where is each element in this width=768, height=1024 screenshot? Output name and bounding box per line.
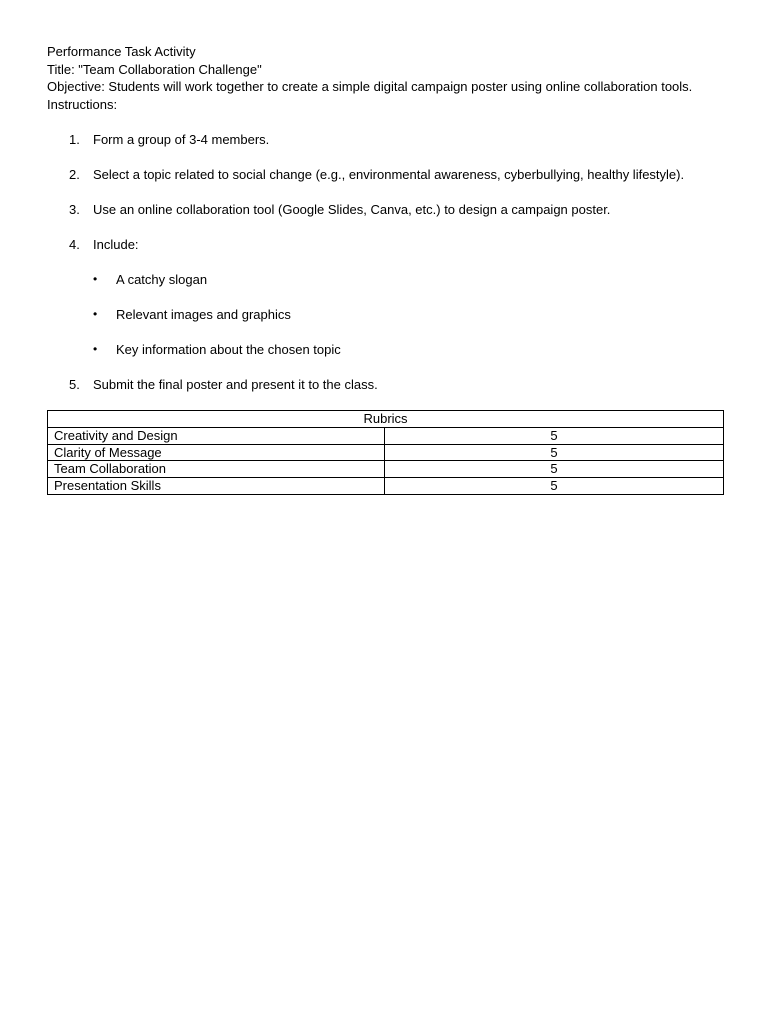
- table-row: [48, 461, 724, 478]
- table-row: [48, 444, 724, 461]
- criterion-cell: Presentation Skills: [48, 478, 385, 495]
- step-text: Include:: [93, 237, 139, 252]
- table-row: [48, 427, 724, 444]
- step-number: 4.: [69, 237, 80, 252]
- list-item: [47, 236, 723, 359]
- bullet-icon: •: [93, 342, 98, 356]
- activity-objective: Objective: Students will work together to create a simple digital campaign poster using online collaboration tools.: [47, 79, 693, 94]
- points-cell: 5: [385, 427, 724, 444]
- list-item: [93, 271, 723, 289]
- criterion-cell: Creativity and Design: [48, 427, 385, 444]
- document-page: [47, 43, 723, 495]
- step-text: Select a topic related to social change (e.g., environmental awareness, cyberbullying, healthy lifestyle).: [93, 167, 685, 182]
- instructions-label: Instructions:: [47, 96, 118, 112]
- table-header-row: [48, 411, 724, 428]
- include-item-text: Relevant images and graphics: [116, 307, 291, 322]
- step-number: 5.: [69, 377, 80, 392]
- include-item-text: A catchy slogan: [116, 272, 208, 287]
- rubrics-table: [47, 410, 724, 495]
- include-sublist: [93, 271, 723, 359]
- bullet-icon: •: [93, 272, 98, 286]
- list-item: [47, 376, 723, 394]
- step-text: Submit the final poster and present it to the class.: [93, 377, 378, 392]
- criterion-cell: Team Collaboration: [48, 461, 385, 478]
- bullet-icon: •: [93, 307, 98, 321]
- step-number: 1.: [69, 132, 80, 147]
- step-text: Use an online collaboration tool (Google Slides, Canva, etc.) to design a campaign poster.: [93, 202, 611, 217]
- list-item: [47, 131, 723, 149]
- points-cell: 5: [385, 444, 724, 461]
- instructions-list: [47, 131, 723, 394]
- points-cell: 5: [385, 461, 724, 478]
- step-text: Form a group of 3-4 members.: [93, 132, 270, 147]
- list-item: [93, 341, 723, 359]
- criterion-cell: Clarity of Message: [48, 444, 385, 461]
- include-item-text: Key information about the chosen topic: [116, 342, 341, 357]
- document-heading: Performance Task Activity: [47, 44, 196, 59]
- table-row: [48, 478, 724, 495]
- list-item: [93, 306, 723, 324]
- rubrics-header: Rubrics: [48, 411, 724, 428]
- step-number: 2.: [69, 167, 80, 182]
- step-number: 3.: [69, 202, 80, 217]
- activity-title: Title: "Team Collaboration Challenge": [47, 61, 262, 77]
- list-item: [47, 166, 723, 184]
- points-cell: 5: [385, 478, 724, 495]
- list-item: [47, 201, 723, 219]
